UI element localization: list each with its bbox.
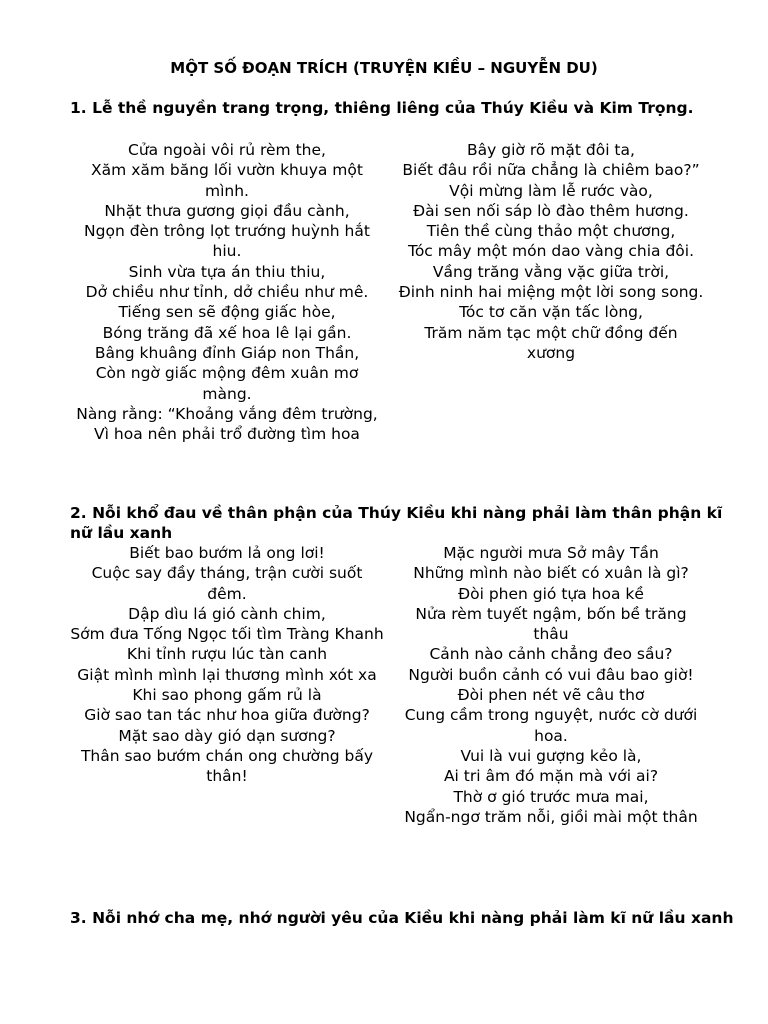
verse-line: Trăm năm tạc một chữ đồng đến xương [424,323,678,362]
verse-line: Cảnh nào cảnh chẳng đeo sầu? [429,645,673,664]
verse-line: Giật mình mình lại thương mình xót xa [77,665,377,684]
verse-line: Cửa ngoài vôi rủ rèm the, [128,141,326,159]
verse-line: Người buồn cảnh có vui đâu bao giờ! [408,665,694,684]
section-2-left-column [70,543,384,787]
section-1-right-column [398,140,704,363]
verse-line: Đòi phen gió tựa hoa kề [458,584,644,603]
verse-line: Đinh ninh hai miệng một lời song song. [398,283,704,302]
verse-line: Ngọn đèn trông lọt trướng huỳnh hắt hiu. [84,222,370,261]
verse-line: Khi sao phong gấm rủ là [132,686,322,705]
verse-line: Bóng trăng đã xế hoa lê lại gần. [102,323,352,342]
verse-line: Ai tri âm đó mặn mà với ai? [443,767,659,786]
verse-line: Dập dìu lá gió cành chim, [128,604,326,623]
verse-line: Bâng khuâng đỉnh Giáp non Thần, [94,343,360,362]
section-1-heading: 1. Lễ thề nguyền trang trọng, thiêng liêng của Thúy Kiều và Kim Trọng. [70,99,694,117]
verse-line: Cung cầm trong nguyệt, nước cờ dưới hoa. [404,706,698,745]
verse-line: Nửa rèm tuyết ngậm, bốn bề trăng thâu [415,604,687,644]
verse-line: Tóc mây một món dao vàng chia đôi. [407,242,695,261]
verse-line: Khi tỉnh rượu lúc tàn canh [126,645,328,664]
verse-line: Nàng rằng: “Khoảng vắng đêm trường, [76,404,378,423]
verse-line: Nhặt thưa gương giọi đầu cành, [104,201,350,220]
verse-line: Đòi phen nét vẽ câu thơ [457,686,645,705]
verse-line: Vì hoa nên phải trổ đường tìm hoa [94,425,360,444]
verse-line: Vui là vui gượng kẻo là, [460,746,642,765]
verse-line: Tiếng sen sẽ động giấc hòe, [118,303,336,322]
verse-line: Tiên thề cùng thảo một chương, [426,222,676,241]
verse-line: Còn ngờ giấc mộng đêm xuân mơ màng. [95,364,359,403]
verse-line: Những mình nào biết có xuân là gì? [413,564,689,583]
verse-line: Sinh vừa tựa án thiu thiu, [128,262,326,281]
verse-line: Mặt sao dày gió dạn sương? [118,726,336,745]
verse-line: Vội mừng làm lễ rước vào, [449,181,653,200]
page-title: MỘT SỐ ĐOẠN TRÍCH (TRUYỆN KIỀU – NGUYỄN DU) [170,59,598,77]
verse-line: Dở chiều như tỉnh, dở chiều như mê. [85,283,369,302]
verse-line: Cuộc say đầy tháng, trận cười suốt đêm. [91,564,363,603]
section-3-heading: 3. Nỗi nhớ cha mẹ, nhớ người yêu của Kiều khi nàng phải làm kĩ nữ lầu xanh [70,909,734,927]
section-2-heading: 2. Nỗi khổ đau về thân phận của Thúy Kiều khi nàng phải làm thân phận kĩ nữ lầu xanh [70,504,723,542]
verse-line: Giờ sao tan tác như hoa giữa đường? [84,706,370,725]
verse-line: Ngẩn-ngơ trăm nỗi, giồi mài một thân [404,807,698,826]
verse-line: Bây giờ rõ mặt đôi ta, [467,141,635,159]
verse-line: Đài sen nối sáp lò đào thêm hương. [413,201,689,220]
verse-line: Thờ ơ gió trước mưa mai, [453,787,649,806]
verse-line: Tóc tơ căn vặn tấc lòng, [459,303,643,322]
verse-line: Vầng trăng vằng vặc giữa trời, [432,262,670,281]
verse-line: Xăm xăm băng lối vườn khuya một mình. [91,161,363,200]
verse-line: Mặc người mưa Sở mây Tần [443,544,659,562]
verse-line: Biết bao bướm lả ong lơi! [129,544,325,562]
verse-line: Thân sao bướm chán ong chường bấy thân! [80,746,374,786]
section-2-right-column [398,543,704,827]
verse-line: Sớm đưa Tống Ngọc tối tìm Tràng Khanh [70,625,384,644]
verse-line: Biết đâu rồi nữa chẳng là chiêm bao?” [402,161,700,180]
section-1-left-column [70,140,384,444]
